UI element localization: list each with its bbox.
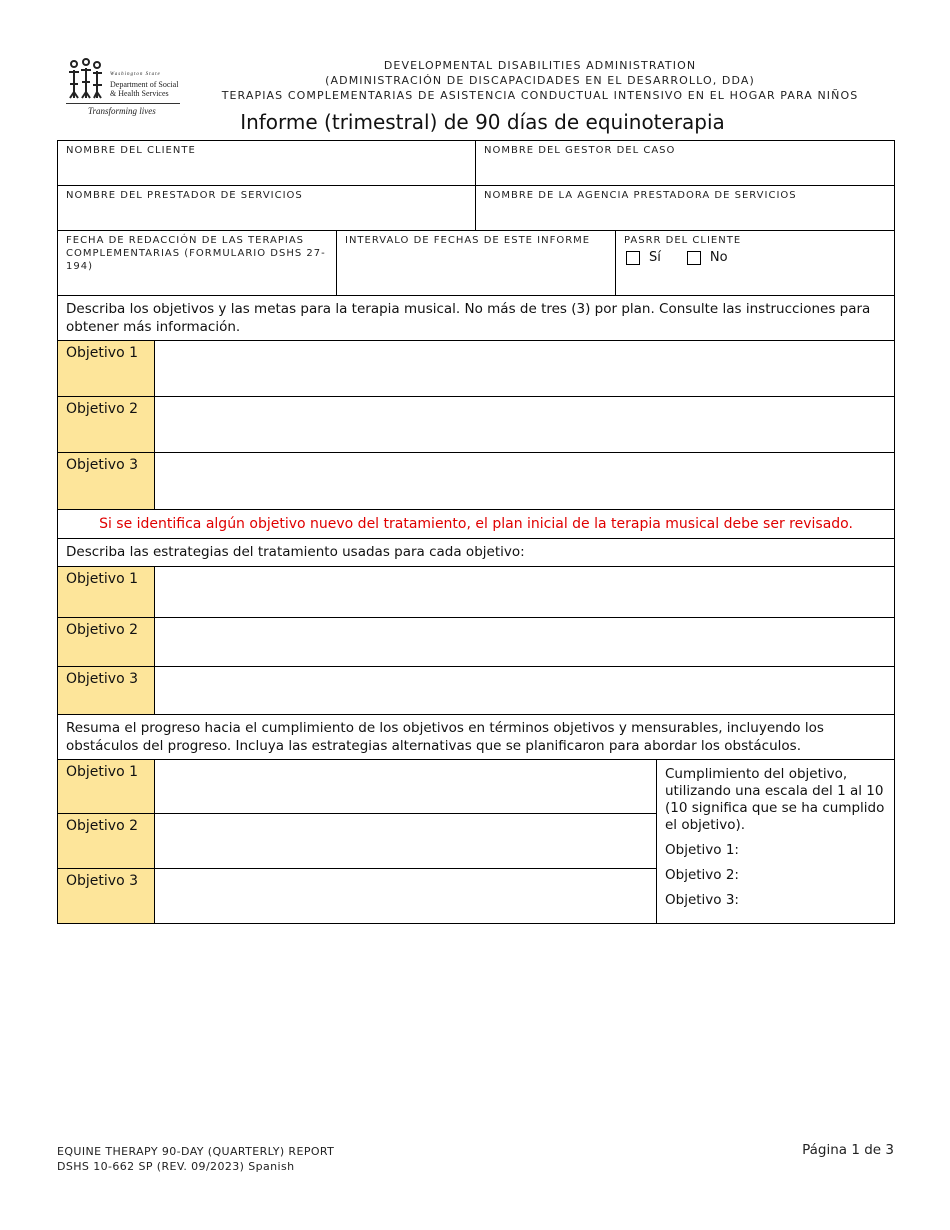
pasrr-field: [616, 231, 895, 296]
date-written-field[interactable]: [58, 231, 337, 296]
dshs-logo: [66, 58, 180, 120]
dates-table: [57, 230, 895, 296]
date-range-field[interactable]: [337, 231, 616, 296]
progress-table: [57, 759, 895, 924]
pasrr-no-checkbox[interactable]: [687, 251, 701, 265]
footer-form-id: [57, 1144, 334, 1174]
scale-objective-3[interactable]: Objetivo 3:: [665, 892, 739, 908]
progress-instructions: Resuma el progreso hacia el cumplimiento de los objetivos en términos objetivos y mensurables, incluyendo los obstáculos del progreso. Incluya las estrategias alternativas que se planificaron para abordar los obstáculos.: [66, 720, 824, 754]
report-form: [57, 140, 894, 924]
progress-objective-3-label: Objetivo 3: [58, 869, 155, 924]
scale-objective-2[interactable]: Objetivo 2:: [665, 867, 739, 883]
client-info-table: [57, 140, 895, 231]
goal-objective-2-label: Objetivo 2: [58, 397, 155, 453]
provider-name-label: NOMBRE DEL PRESTADOR DE SERVICIOS: [66, 190, 303, 201]
logo-dept-line-1: Department of Social: [110, 80, 179, 89]
strategies-instructions: Describa las estrategias del tratamiento usadas para cada objetivo:: [66, 544, 525, 560]
case-manager-label: NOMBRE DEL GESTOR DEL CASO: [484, 145, 676, 156]
agency-header: [180, 58, 900, 103]
goals-table: [57, 295, 895, 760]
goals-instructions: Describa los objetivos y las metas para la terapia musical. No más de tres (3) por plan. Consulte las instrucciones para obtener más información.: [66, 301, 871, 335]
header-line-2: (ADMINISTRACIÓN DE DISCAPACIDADES EN EL DESARROLLO, DDA): [325, 74, 755, 87]
progress-instructions-cell: [58, 715, 895, 760]
strategy-objective-3-input[interactable]: [155, 667, 895, 715]
scale-cell: [657, 760, 895, 924]
footer-form-name: EQUINE THERAPY 90-DAY (QUARTERLY) REPORT: [57, 1145, 335, 1158]
progress-objective-1-input[interactable]: [155, 760, 657, 814]
logo-divider: [66, 103, 180, 104]
agency-name-label: NOMBRE DE LA AGENCIA PRESTADORA DE SERVICIOS: [484, 190, 797, 201]
logo-dept-line-2: & Health Services: [110, 89, 169, 98]
goal-objective-3-input[interactable]: [155, 453, 895, 510]
strategy-objective-2-input[interactable]: [155, 618, 895, 667]
goals-instructions-cell: [58, 296, 895, 341]
goal-objective-1-input[interactable]: [155, 341, 895, 397]
provider-name-field[interactable]: [58, 186, 476, 231]
client-name-label: NOMBRE DEL CLIENTE: [66, 145, 196, 156]
progress-objective-2-input[interactable]: [155, 814, 657, 869]
header-line-3: TERAPIAS COMPLEMENTARIAS DE ASISTENCIA CONDUCTUAL INTENSIVO EN EL HOGAR PARA NIÑOS: [221, 89, 859, 102]
logo-tagline: Transforming lives: [88, 106, 156, 116]
pasrr-yes-label: Sí: [649, 250, 661, 265]
scale-description: Cumplimiento del objetivo, utilizando una escala del 1 al 10 (10 significa que se ha cumplido el objetivo).: [665, 766, 885, 833]
logo-text: [110, 70, 178, 98]
logo-state: Washington State: [110, 72, 161, 77]
date-written-label: FECHA DE REDACCIÓN DE LAS TERAPIAS COMPLEMENTARIAS (FORMULARIO DSHS 27-194): [66, 235, 326, 272]
progress-objective-1-label: Objetivo 1: [58, 760, 155, 814]
case-manager-field[interactable]: [476, 141, 895, 186]
goal-objective-2-input[interactable]: [155, 397, 895, 453]
agency-name-field[interactable]: [476, 186, 895, 231]
strategies-instructions-cell: [58, 539, 895, 567]
strategy-objective-1-input[interactable]: [155, 567, 895, 618]
strategy-objective-1-label: Objetivo 1: [58, 567, 155, 618]
footer-form-number: DSHS 10-662 SP (REV. 09/2023) Spanish: [57, 1160, 295, 1173]
revision-warning: Si se identifica algún objetivo nuevo del tratamiento, el plan inicial de la terapia musical debe ser revisado.: [58, 510, 895, 539]
scale-objective-1[interactable]: Objetivo 1:: [665, 842, 739, 858]
pasrr-options: [616, 250, 894, 265]
header-line-1: DEVELOPMENTAL DISABILITIES ADMINISTRATION: [383, 59, 697, 72]
pasrr-label: PASRR DEL CLIENTE: [624, 235, 742, 246]
pasrr-no-label: No: [709, 250, 728, 265]
pasrr-yes-checkbox[interactable]: [626, 251, 640, 265]
page-number: Página 1 de 3: [802, 1142, 894, 1158]
date-range-label: INTERVALO DE FECHAS DE ESTE INFORME: [345, 235, 591, 246]
client-name-field[interactable]: [58, 141, 476, 186]
goal-objective-3-label: Objetivo 3: [58, 453, 155, 510]
progress-objective-2-label: Objetivo 2: [58, 814, 155, 869]
family-logo-icon: [66, 58, 106, 102]
strategy-objective-3-label: Objetivo 3: [58, 667, 155, 715]
page-title: Informe (trimestral) de 90 días de equinoterapia: [240, 110, 725, 134]
progress-objective-3-input[interactable]: [155, 869, 657, 924]
goal-objective-1-label: Objetivo 1: [58, 341, 155, 397]
strategy-objective-2-label: Objetivo 2: [58, 618, 155, 667]
